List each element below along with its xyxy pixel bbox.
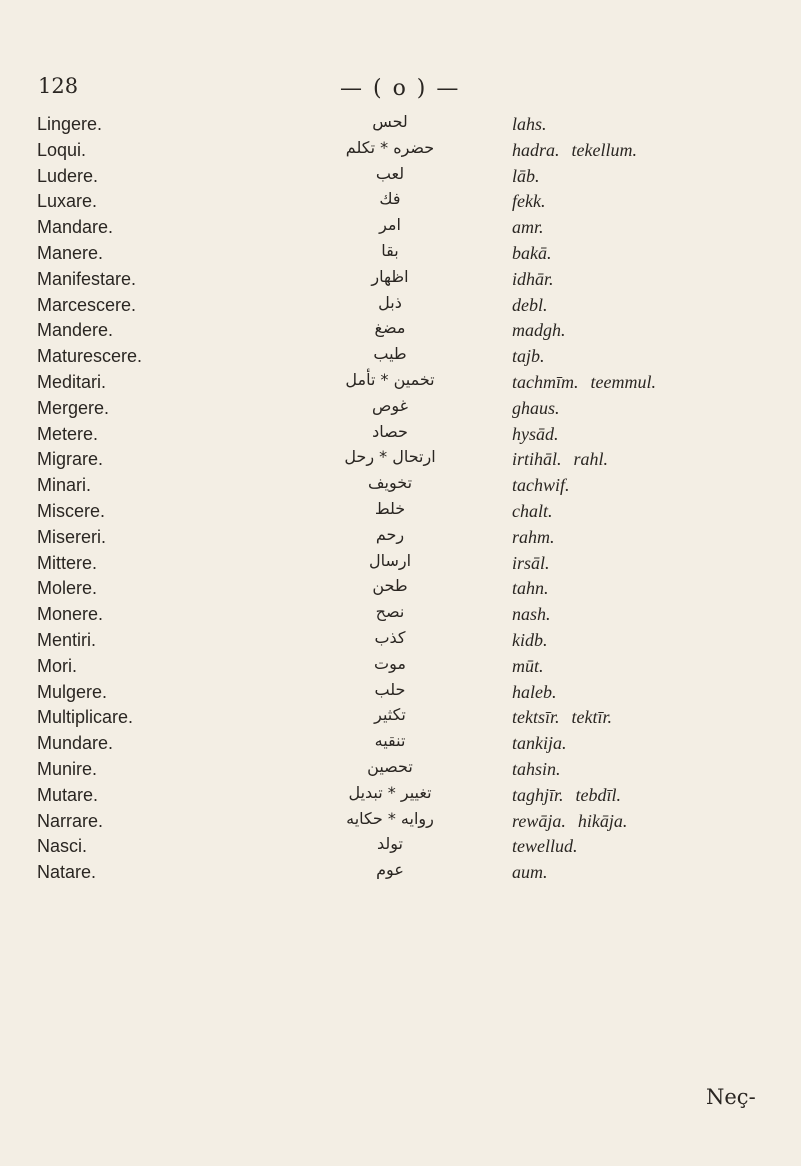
vocabulary-entry [0, 524, 801, 553]
catchword: Neç- [706, 1085, 756, 1109]
latin-term: Ludere. [37, 165, 99, 186]
vocabulary-entry [0, 320, 801, 346]
vocabulary-entry [0, 421, 801, 450]
transliteration-alternate: rahl. [573, 449, 609, 470]
latin-term: Mundare. [37, 733, 114, 754]
arabic-term: نصح [375, 602, 405, 622]
latin-term: Manifestare. [37, 268, 137, 289]
transliteration-alternate: teemmul. [590, 371, 656, 392]
transliteration-primary: tajb. [512, 346, 545, 367]
vocabulary-entry [0, 679, 801, 708]
vocabulary-entry [0, 808, 801, 837]
vocabulary-entry [0, 836, 801, 862]
arabic-term: فك [379, 189, 401, 209]
vocabulary-entry [0, 292, 801, 321]
latin-term: Mandare. [37, 217, 114, 238]
transliteration [512, 449, 608, 470]
transliteration-primary: chalt. [512, 500, 553, 521]
latin-term: Marcescere. [37, 294, 137, 315]
transliteration [512, 836, 578, 857]
latin-term: Narrare. [37, 810, 104, 831]
vocabulary-entry [0, 782, 801, 811]
vocabulary-entry [0, 137, 801, 166]
transliteration [512, 140, 637, 161]
transliteration-primary: rewāja. [512, 810, 566, 831]
vocabulary-entry [0, 498, 801, 527]
transliteration-primary: lahs. [512, 114, 547, 134]
transliteration [512, 527, 555, 548]
arabic-term: رحم [375, 524, 405, 544]
transliteration-primary: fekk. [512, 191, 546, 212]
transliteration-primary: haleb. [512, 681, 557, 702]
transliteration-alternate: tebdīl. [575, 784, 622, 805]
vocabulary-entry [0, 114, 801, 140]
transliteration [512, 191, 545, 212]
latin-term: Migrare. [37, 449, 104, 470]
latin-term: Miscere. [37, 500, 106, 521]
latin-term: Mittere. [37, 552, 98, 573]
transliteration [512, 243, 552, 264]
vocabulary-entry [0, 653, 801, 682]
transliteration-primary: tachmīm. [512, 371, 579, 392]
arabic-term: لحس [372, 112, 408, 131]
vocabulary-entry [0, 862, 801, 888]
vocabulary-entry [0, 240, 801, 269]
vocabulary-entry [0, 550, 801, 579]
transliteration [512, 811, 627, 832]
transliteration [512, 346, 545, 367]
transliteration-primary: kidb. [512, 629, 548, 650]
transliteration [512, 785, 621, 806]
transliteration-primary: taghjīr. [512, 784, 564, 805]
transliteration-primary: tachwif. [512, 475, 570, 496]
transliteration-primary: aum. [512, 862, 548, 883]
page-number: 128 [38, 74, 79, 98]
vocabulary-entry [0, 346, 801, 372]
latin-term: Mutare. [37, 784, 99, 805]
page-header: — ( o ) — [340, 76, 461, 101]
transliteration [512, 707, 612, 728]
arabic-term: تخويف [367, 473, 413, 493]
arabic-term: تولد [377, 834, 403, 854]
transliteration [512, 578, 549, 599]
arabic-term: طيب [373, 344, 407, 364]
latin-term: Mori. [37, 655, 77, 676]
vocabulary-entry [0, 604, 801, 630]
latin-term: Monere. [37, 604, 104, 625]
latin-term: Misereri. [37, 526, 107, 547]
arabic-term: روايه * حكايه [346, 808, 434, 828]
vocabulary-entry [0, 449, 801, 475]
latin-term: Luxare. [37, 191, 98, 212]
transliteration-primary: lāb. [512, 165, 540, 186]
latin-term: Molere. [37, 578, 98, 599]
latin-term: Metere. [37, 423, 99, 444]
arabic-term: ارسال [368, 550, 412, 570]
latin-term: Mandere. [37, 320, 114, 341]
transliteration-primary: amr. [512, 217, 544, 238]
arabic-term: خلط [374, 498, 406, 518]
arabic-term: ارتحال * رحل [344, 447, 436, 467]
latin-term: Natare. [37, 862, 97, 883]
latin-term: Mulgere. [37, 681, 108, 702]
transliteration [512, 295, 548, 316]
transliteration [512, 398, 560, 419]
vocabulary-entry [0, 395, 801, 424]
transliteration [512, 475, 570, 496]
latin-term: Lingere. [37, 114, 103, 134]
transliteration [512, 269, 554, 290]
transliteration [512, 630, 548, 651]
vocabulary-entry [0, 217, 801, 243]
latin-term: Meditari. [37, 371, 107, 392]
transliteration-alternate: hikāja. [577, 810, 628, 831]
transliteration-primary: ghaus. [512, 397, 560, 418]
transliteration-primary: irsāl. [512, 552, 550, 573]
arabic-term: حصاد [372, 421, 408, 441]
transliteration-primary: tahn. [512, 578, 549, 599]
arabic-term: بقا [381, 240, 399, 260]
transliteration-primary: hysād. [512, 423, 559, 444]
vocabulary-entry [0, 475, 801, 501]
transliteration-primary: bakā. [512, 242, 552, 263]
transliteration-primary: madgh. [512, 320, 566, 341]
arabic-term: ذبل [378, 292, 402, 312]
arabic-term: غوص [372, 395, 408, 415]
arabic-term: تنقيه [374, 731, 406, 751]
transliteration-primary: irtihāl. [512, 449, 562, 470]
latin-term: Nasci. [37, 836, 88, 857]
vocabulary-entry [0, 369, 801, 398]
arabic-term: امر [379, 215, 401, 235]
arabic-term: تكثير [374, 705, 406, 725]
arabic-term: مضغ [374, 318, 406, 338]
transliteration-primary: tankija. [512, 733, 567, 754]
vocabulary-entry [0, 733, 801, 759]
transliteration-primary: idhār. [512, 268, 554, 289]
arabic-term: اظهار [371, 266, 409, 286]
latin-term: Multiplicare. [37, 707, 134, 728]
arabic-term: كذب [374, 627, 406, 647]
transliteration-alternate: tektīr. [571, 707, 612, 728]
latin-term: Mergere. [37, 397, 110, 418]
vocabulary-entry [0, 627, 801, 656]
arabic-term: طحن [372, 576, 408, 596]
transliteration-primary: nash. [512, 604, 551, 625]
transliteration-primary: tahsin. [512, 758, 561, 779]
transliteration [512, 604, 551, 625]
vocabulary-list [0, 114, 801, 888]
latin-term: Mentiri. [37, 629, 97, 650]
arabic-term: حلب [374, 679, 406, 699]
arabic-term: عوم [376, 860, 404, 880]
arabic-term: لعب [375, 163, 405, 183]
transliteration [512, 501, 553, 522]
arabic-term: تحصين [367, 756, 413, 776]
arabic-term: موت [374, 653, 406, 673]
transliteration [512, 424, 559, 445]
latin-term: Manere. [37, 242, 104, 263]
transliteration [512, 733, 567, 754]
transliteration [512, 553, 550, 574]
vocabulary-entry [0, 756, 801, 785]
transliteration [512, 320, 566, 341]
latin-term: Maturescere. [37, 346, 143, 367]
transliteration-primary: rahm. [512, 526, 555, 547]
transliteration [512, 862, 548, 883]
vocabulary-entry [0, 191, 801, 217]
vocabulary-entry [0, 163, 801, 192]
transliteration-primary: mūt. [512, 655, 544, 676]
arabic-term: حضره * تكلم [345, 137, 435, 157]
transliteration [512, 372, 656, 393]
transliteration-alternate: tekellum. [571, 139, 637, 160]
transliteration [512, 759, 561, 780]
transliteration-primary: hadra. [512, 139, 560, 160]
latin-term: Loqui. [37, 139, 87, 160]
arabic-term: تغيير * تبديل [348, 782, 432, 802]
transliteration [512, 682, 557, 703]
latin-term: Munire. [37, 758, 98, 779]
transliteration-primary: debl. [512, 294, 548, 315]
transliteration [512, 114, 547, 135]
latin-term: Minari. [37, 475, 92, 496]
transliteration-primary: tektsīr. [512, 707, 560, 728]
vocabulary-entry [0, 578, 801, 604]
transliteration [512, 217, 544, 238]
vocabulary-entry [0, 266, 801, 295]
transliteration-primary: tewellud. [512, 836, 578, 857]
transliteration [512, 166, 540, 187]
vocabulary-entry [0, 707, 801, 733]
transliteration [512, 656, 544, 677]
arabic-term: تخمين * تأمل [345, 369, 435, 389]
